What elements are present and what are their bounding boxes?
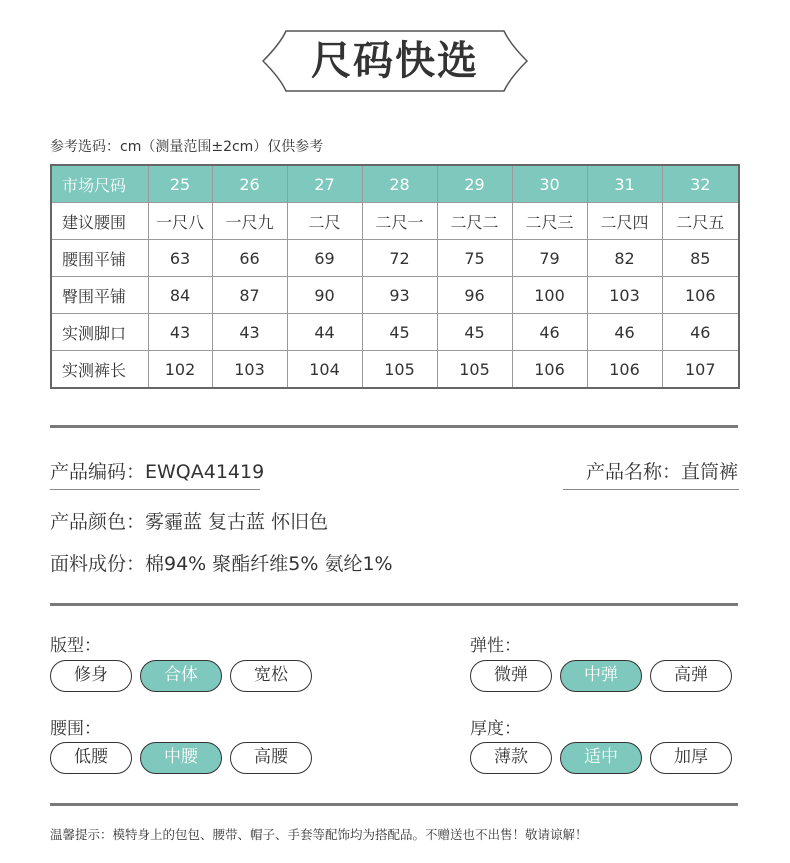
table-cell: 二尺三 <box>512 203 587 240</box>
waist-label: 腰围： <box>50 719 101 739</box>
table-cell: 106 <box>512 351 587 389</box>
table-cell: 93 <box>362 277 437 314</box>
thickness-option-medium: 适中 <box>560 742 642 774</box>
section-divider <box>50 425 738 428</box>
product-name-underline <box>563 489 739 490</box>
table-header-cell: 30 <box>512 165 587 203</box>
table-cell: 46 <box>662 314 739 351</box>
elasticity-option-high: 高弹 <box>650 660 732 692</box>
table-header-cell: 27 <box>287 165 362 203</box>
fit-option-loose: 宽松 <box>230 660 312 692</box>
table-cell: 85 <box>662 240 739 277</box>
elasticity-option-slight: 微弹 <box>470 660 552 692</box>
table-cell: 二尺五 <box>662 203 739 240</box>
product-colors: 产品颜色：雾霾蓝 复古蓝 怀旧色 <box>50 511 329 533</box>
thickness-option-thick: 加厚 <box>650 742 732 774</box>
table-cell: 45 <box>437 314 512 351</box>
thickness-option-thin: 薄款 <box>470 742 552 774</box>
table-cell: 44 <box>287 314 362 351</box>
fit-option-slim: 修身 <box>50 660 132 692</box>
table-cell: 45 <box>362 314 437 351</box>
table-header-row <box>51 165 739 203</box>
table-row <box>51 277 739 314</box>
table-cell: 103 <box>587 277 662 314</box>
table-cell: 二尺 <box>287 203 362 240</box>
table-cell: 102 <box>148 351 212 389</box>
table-header-cell: 28 <box>362 165 437 203</box>
table-cell: 二尺四 <box>587 203 662 240</box>
table-header-cell: 26 <box>212 165 287 203</box>
table-cell: 96 <box>437 277 512 314</box>
table-cell: 实测裤长 <box>51 351 148 389</box>
section-divider <box>50 803 738 806</box>
table-row <box>51 240 739 277</box>
table-cell: 实测脚口 <box>51 314 148 351</box>
fit-label: 版型： <box>50 636 101 656</box>
table-cell: 75 <box>437 240 512 277</box>
product-fabric: 面料成份：棉94% 聚酯纤维5% 氨纶1% <box>50 553 393 575</box>
table-cell: 43 <box>212 314 287 351</box>
table-cell: 82 <box>587 240 662 277</box>
table-cell: 79 <box>512 240 587 277</box>
table-cell: 二尺一 <box>362 203 437 240</box>
table-row <box>51 203 739 240</box>
waist-option-low: 低腰 <box>50 742 132 774</box>
table-cell: 63 <box>148 240 212 277</box>
thickness-label: 厚度： <box>470 719 521 739</box>
product-code-underline <box>50 489 260 490</box>
table-cell: 二尺二 <box>437 203 512 240</box>
table-cell: 100 <box>512 277 587 314</box>
table-cell: 87 <box>212 277 287 314</box>
table-cell: 105 <box>437 351 512 389</box>
waist-option-high: 高腰 <box>230 742 312 774</box>
table-cell: 腰围平铺 <box>51 240 148 277</box>
table-cell: 66 <box>212 240 287 277</box>
table-cell: 106 <box>662 277 739 314</box>
table-cell: 46 <box>587 314 662 351</box>
table-cell: 72 <box>362 240 437 277</box>
table-header-cell: 31 <box>587 165 662 203</box>
table-cell: 臀围平铺 <box>51 277 148 314</box>
table-cell: 107 <box>662 351 739 389</box>
page-title: 尺码快选 <box>311 38 479 84</box>
table-cell: 43 <box>148 314 212 351</box>
title-banner <box>262 30 528 92</box>
table-header-cell: 32 <box>662 165 739 203</box>
table-header-cell: 25 <box>148 165 212 203</box>
elasticity-option-medium: 中弹 <box>560 660 642 692</box>
table-cell: 84 <box>148 277 212 314</box>
waist-option-mid: 中腰 <box>140 742 222 774</box>
table-row <box>51 351 739 389</box>
fit-option-regular: 合体 <box>140 660 222 692</box>
table-cell: 90 <box>287 277 362 314</box>
table-row <box>51 314 739 351</box>
product-name: 产品名称：直筒裤 <box>585 461 738 483</box>
elasticity-label: 弹性： <box>470 636 521 656</box>
table-cell: 69 <box>287 240 362 277</box>
table-cell: 一尺八 <box>148 203 212 240</box>
table-header-cell: 市场尺码 <box>51 165 148 203</box>
table-cell: 一尺九 <box>212 203 287 240</box>
table-cell: 103 <box>212 351 287 389</box>
product-code: 产品编码：EWQA41419 <box>50 461 265 483</box>
table-cell: 106 <box>587 351 662 389</box>
size-table <box>50 164 740 389</box>
table-cell: 建议腰围 <box>51 203 148 240</box>
table-header-cell: 29 <box>437 165 512 203</box>
section-divider <box>50 603 738 606</box>
table-cell: 104 <box>287 351 362 389</box>
measurement-note: 参考选码：cm（测量范围±2cm）仅供参考 <box>50 139 324 155</box>
table-cell: 105 <box>362 351 437 389</box>
disclaimer-tip: 温馨提示：模特身上的包包、腰带、帽子、手套等配饰均为搭配品。不赠送也不出售！敬请谅解！ <box>50 827 588 842</box>
table-cell: 46 <box>512 314 587 351</box>
